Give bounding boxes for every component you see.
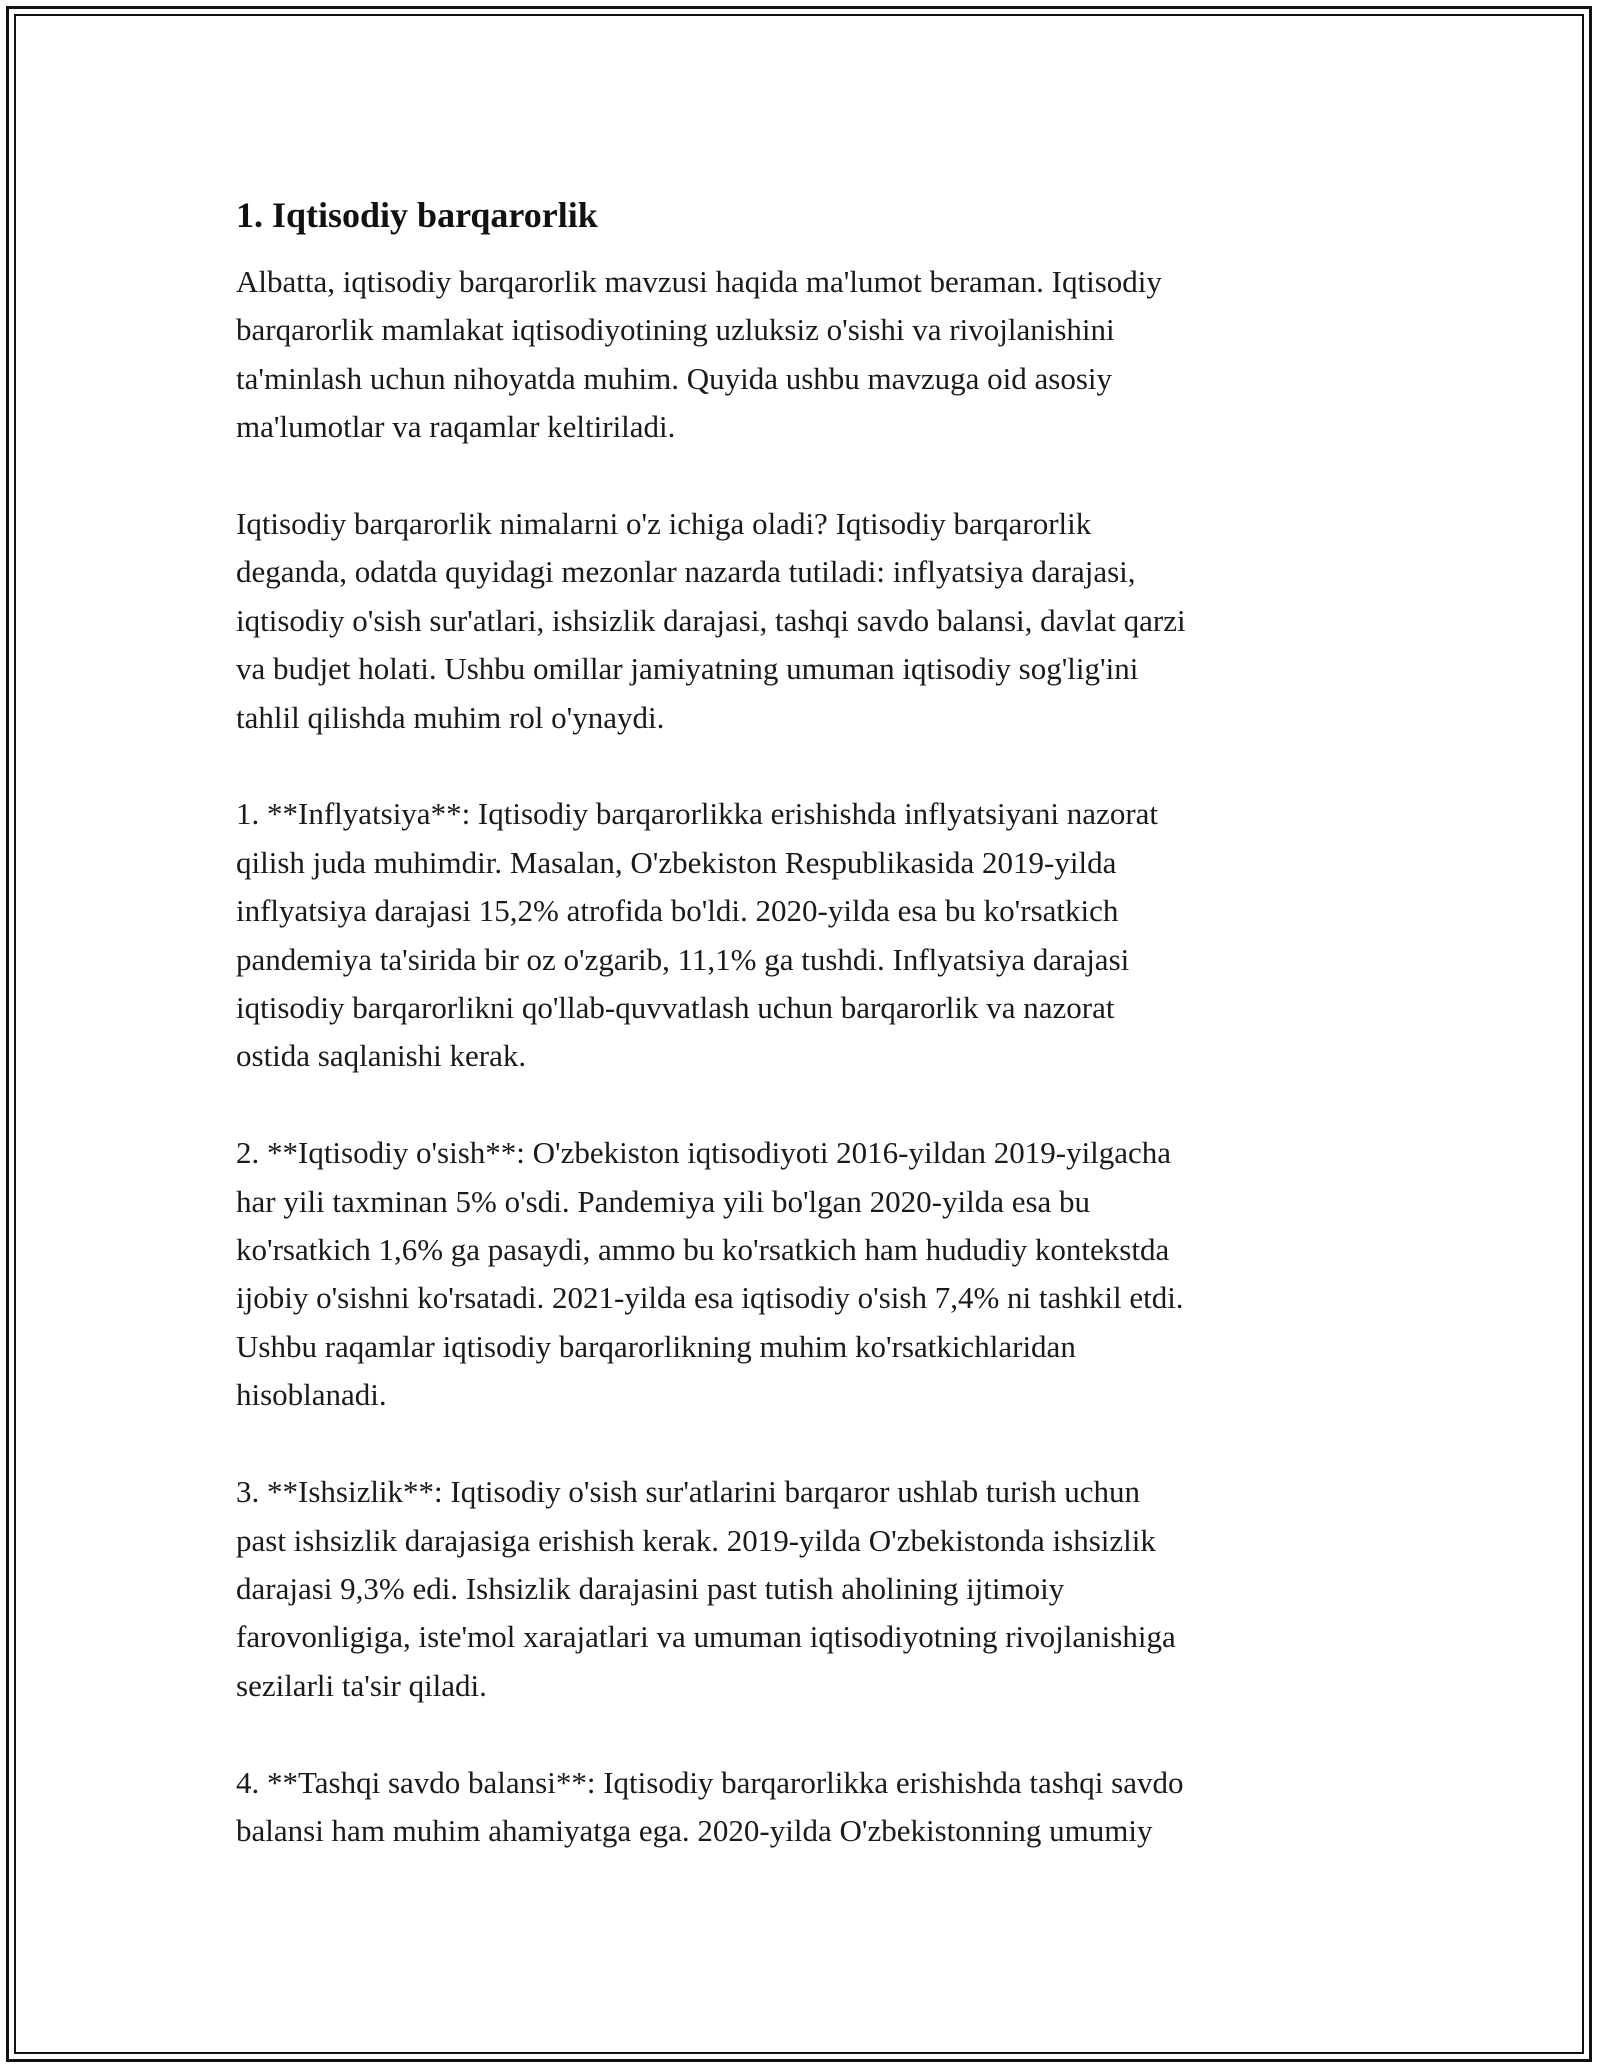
paragraph-inflation	[236, 790, 1386, 1080]
text-line: ko'rsatkich 1,6% ga pasaydi, ammo bu ko'rsatkich ham hududiy kontekstda	[236, 1232, 1170, 1268]
paragraph-intro	[236, 258, 1386, 452]
text-line: va budjet holati. Ushbu omillar jamiyatning umuman iqtisodiy sog'lig'ini	[236, 651, 1139, 687]
text-line: sezilarli ta'sir qiladi.	[236, 1667, 487, 1703]
text-line: Albatta, iqtisodiy barqarorlik mavzusi haqida ma'lumot beraman. Iqtisodiy	[236, 264, 1162, 299]
text-line: pandemiya ta'sirida bir oz o'zgarib, 11,1% ga tushdi. Inflyatsiya darajasi	[236, 941, 1130, 977]
text-line: barqarorlik mamlakat iqtisodiyotining uzluksiz o'sishi va rivojlanishini	[236, 312, 1115, 348]
paragraph-growth	[236, 1129, 1386, 1419]
text-line: Iqtisodiy barqarorlik nimalarni o'z ichiga oladi? Iqtisodiy barqarorlik	[236, 506, 1092, 542]
text-line: 4. **Tashqi savdo balansi**: Iqtisodiy barqarorlikka erishishda tashqi savdo	[236, 1764, 1184, 1800]
text-line: balansi ham muhim ahamiyatga ega. 2020-yilda O'zbekistonning umumiy	[236, 1812, 1153, 1848]
text-line: ijobiy o'sishni ko'rsatadi. 2021-yilda esa iqtisodiy o'sish 7,4% ni tashkil etdi.	[236, 1280, 1184, 1316]
document-body	[236, 186, 1386, 1904]
text-line: iqtisodiy barqarorlikni qo'llab-quvvatlash uchun barqarorlik va nazorat	[236, 990, 1115, 1026]
paragraph-unemployment	[236, 1468, 1386, 1710]
section-heading: 1. Iqtisodiy barqarorlik	[236, 195, 598, 235]
text-line: deganda, odatda quyidagi mezonlar nazarda tutiladi: inflyatsiya darajasi,	[236, 554, 1136, 590]
text-line: iqtisodiy o'sish sur'atlari, ishsizlik darajasi, tashqi savdo balansi, davlat qarzi	[236, 602, 1186, 638]
text-line: darajasi 9,3% edi. Ishsizlik darajasini past tutish aholining ijtimoiy	[236, 1570, 1065, 1606]
text-line: 1. **Inflyatsiya**: Iqtisodiy barqarorlikka erishishda inflyatsiyani nazorat	[236, 796, 1159, 832]
text-line: Ushbu raqamlar iqtisodiy barqarorlikning muhim ko'rsatkichlaridan	[236, 1328, 1076, 1364]
text-line: farovonligiga, iste'mol xarajatlari va umuman iqtisodiyotning rivojlanishiga	[236, 1619, 1176, 1655]
text-line: ta'minlash uchun nihoyatda muhim. Quyida ushbu mavzuga oid asosiy	[236, 360, 1113, 396]
text-line: hisoblanadi.	[236, 1377, 387, 1413]
text-line: ostida saqlanishi kerak.	[236, 1038, 527, 1074]
text-line: tahlil qilishda muhim rol o'ynaydi.	[236, 699, 665, 735]
paragraph-criteria	[236, 500, 1386, 742]
text-line: har yili taxminan 5% o'sdi. Pandemiya yili bo'lgan 2020-yilda esa bu	[236, 1183, 1091, 1219]
text-line: 3. **Ishsizlik**: Iqtisodiy o'sish sur'atlarini barqaror ushlab turish uchun	[236, 1474, 1141, 1510]
text-line: qilish juda muhimdir. Masalan, O'zbekiston Respublikasida 2019-yilda	[236, 844, 1117, 880]
text-line: 2. **Iqtisodiy o'sish**: O'zbekiston iqtisodiyoti 2016-yildan 2019-yilgacha	[236, 1135, 1172, 1171]
paragraph-trade-balance	[236, 1759, 1386, 1856]
text-line: past ishsizlik darajasiga erishish kerak. 2019-yilda O'zbekistonda ishsizlik	[236, 1522, 1156, 1558]
text-line: inflyatsiya darajasi 15,2% atrofida bo'ldi. 2020-yilda esa bu ko'rsatkich	[236, 893, 1119, 929]
text-line: ma'lumotlar va raqamlar keltiriladi.	[236, 409, 676, 445]
